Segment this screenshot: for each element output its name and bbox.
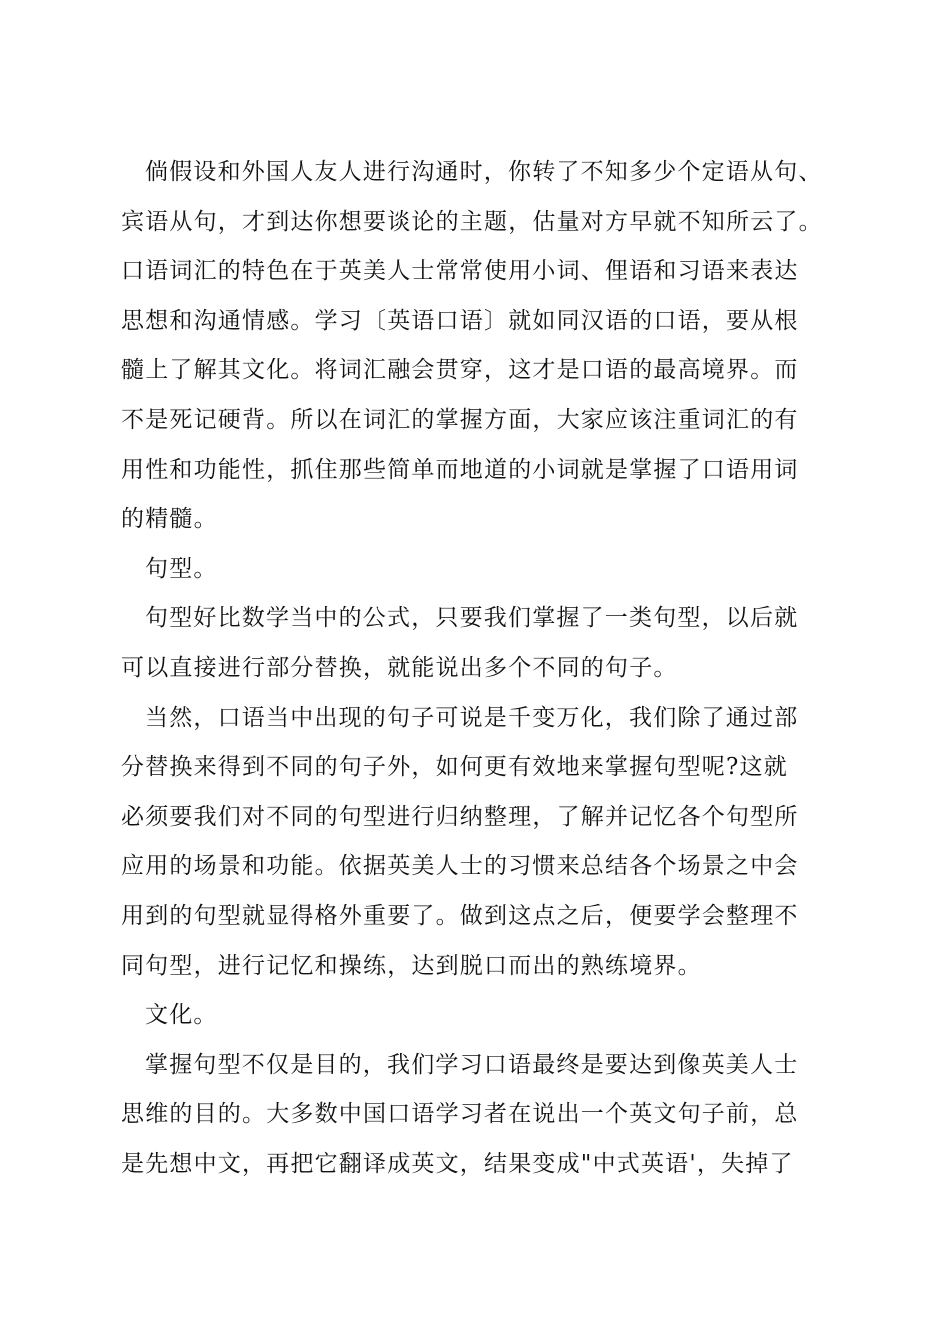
text-line: 同句型，进行记忆和操练，达到脱口而出的熟练境界。 xyxy=(121,952,702,979)
document-page xyxy=(121,148,841,1189)
text-line: 可以直接进行部分替换，就能说出多个不同的句子。 xyxy=(121,654,678,681)
text-line: 思维的目的。大多数中国口语学习者在说出一个英文句子前，总 xyxy=(121,1101,799,1128)
text-line: 必须要我们对不同的句型进行归纳整理，了解并记忆各个句型所 xyxy=(121,803,799,830)
text-line: 宾语从句，才到达你想要谈论的主题，估量对方早就不知所云了。 xyxy=(121,208,823,235)
text-line: 的精髓。 xyxy=(121,506,218,533)
text-line: 用性和功能性，抓住那些简单而地道的小词就是掌握了口语用词 xyxy=(121,456,799,483)
text-line: 应用的场景和功能。依据英美人士的习惯来总结各个场景之中会 xyxy=(121,853,799,880)
text-line: 句型。 xyxy=(145,555,218,582)
text-line: 句型好比数学当中的公式，只要我们掌握了一类句型，以后就 xyxy=(145,605,799,632)
text-line: 掌握句型不仅是目的，我们学习口语最终是要达到像英美人士 xyxy=(145,1051,799,1078)
text-line: 分替换来得到不同的句子外，如何更有效地来掌握句型呢?这就 xyxy=(121,754,788,781)
text-line: 用到的句型就显得格外重要了。做到这点之后，便要学会整理不 xyxy=(121,902,799,929)
text-line: 是先想中文，再把它翻译成英文，结果变成"中式英语'，失掉了 xyxy=(121,1150,794,1177)
text-line: 口语词汇的特色在于英美人士常常使用小词、俚语和习语来表达 xyxy=(121,258,799,285)
text-line: 当然，口语当中出现的句子可说是千变万化，我们除了通过部 xyxy=(145,704,799,731)
text-line: 思想和沟通情感。学习〔英语口语〕就如同汉语的口语，要从根 xyxy=(121,307,799,334)
text-line: 文化。 xyxy=(145,1002,218,1029)
text-line: 不是死记硬背。所以在词汇的掌握方面，大家应该注重词汇的有 xyxy=(121,406,799,433)
text-line: 髓上了解其文化。将词汇融会贯穿，这才是口语的最高境界。而 xyxy=(121,357,799,384)
text-line: 倘假设和外国人友人进行沟通时，你转了不知多少个定语从句、 xyxy=(145,159,823,185)
